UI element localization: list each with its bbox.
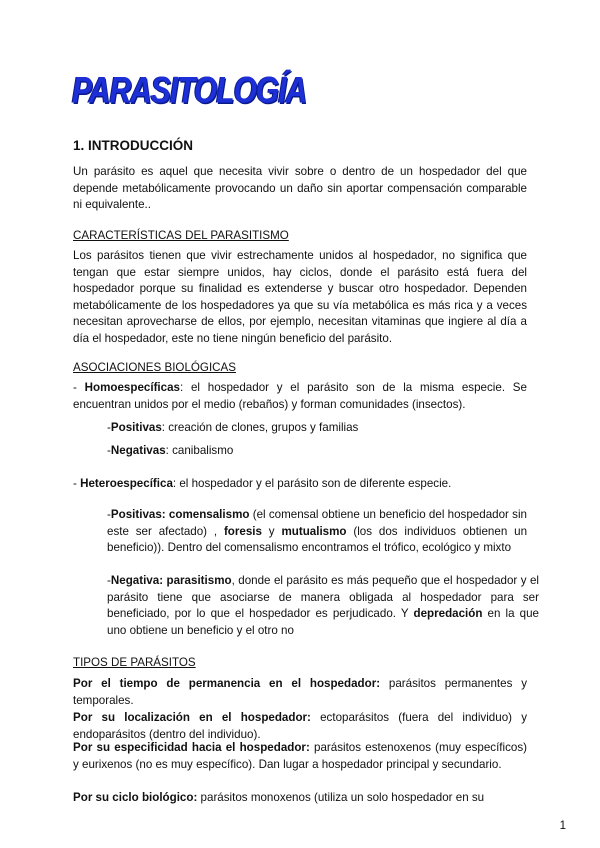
positivas-2-paragraph [107, 507, 527, 557]
pos1-term: Positivas [110, 421, 162, 434]
tipo-tiempo-paragraph [73, 676, 527, 709]
neg2-term2: depredación [413, 607, 483, 621]
tipo-tiempo-term: Por el tiempo de permanencia en el hospedador: [73, 677, 381, 690]
positivas-1-line [107, 420, 358, 437]
tipo-especificidad-text: parásitos estenoxenos (muy específicos) y eurixenos (no es muy específico). Dan lugar a hospedador principal y secundario. [73, 741, 527, 771]
pos2-prefix: - [107, 508, 111, 521]
hetero-text: : el hospedador y el parásito son de diferente especie. [172, 477, 452, 490]
pos2-text1: (el comensal obtiene un beneficio del hospedador sin este ser afectado) , [107, 508, 527, 538]
neg1-text: : canibalismo [165, 444, 234, 457]
intro-paragraph: Un parásito es aquel que necesita vivir sobre o dentro de un hospedador del que depende metabólicamente provocando un daño sin aportar compensación comparable ni equivalente.. [73, 165, 527, 212]
tipo-especificidad-term: Por su especificidad hacia el hospedador: [73, 741, 310, 754]
caracteristicas-heading: CARACTERÍSTICAS DEL PARASITISMO [73, 229, 289, 242]
pos2-text3: (los dos individuos obtienen un beneficio)). Dentro del comensalismo encontramos el trófico, ecológico y mixto [107, 524, 528, 555]
homo-text: : el hospedador y el parásito son de la misma especie. Se encuentran unidos por el medio (rebaños) y forman comunidades (insectos). [73, 381, 527, 411]
pos2-text2: y [261, 524, 282, 538]
neg1-prefix: - [107, 444, 111, 457]
intro-heading: 1. INTRODUCCIÓN [73, 138, 194, 153]
pos2-term: Positivas: comensalismo [110, 508, 250, 521]
neg2-term: Negativa: parasitismo [110, 574, 232, 587]
tipo-ciclo-paragraph [73, 790, 527, 807]
neg2-text2: en la que uno obtiene un beneficio y el otro no [107, 607, 539, 637]
tipo-ciclo-term: Por su ciclo biológico: [73, 791, 198, 804]
tipo-localizacion-paragraph [73, 710, 527, 743]
tipo-tiempo-text: parásitos permanentes y temporales. [73, 677, 527, 707]
homo-prefix: - [73, 381, 85, 394]
negativa-2-paragraph [107, 573, 539, 639]
pos1-prefix: - [107, 421, 111, 434]
hetero-term: Heteroespecífica [80, 477, 173, 490]
tipo-ciclo-text: parásitos monoxenos (utiliza un solo hospedador en su [197, 791, 485, 804]
document-title: PARASITOLOGÍA [72, 70, 307, 112]
tipo-localizacion-text: ectoparásitos (fuera del individuo) y endoparásitos (dentro del individuo). [73, 711, 527, 741]
asociaciones-heading: ASOCIACIONES BIOLÓGICAS [73, 361, 236, 374]
neg2-text1: , donde el parásito es más pequeño que el hospedador y el parásito tiene que asociarse de manera obligada al hospedador para ser beneficiado, por lo que el hospedador es perjudicado. Y [107, 574, 539, 621]
caracteristicas-paragraph: Los parásitos tienen que vivir estrechamente unidos al hospedador, no significa que tengan que estar siempre unidos, hay ciclos, donde el parásito está fuera del hospedador porque su finalidad es extenderse y buscar otro hospedador. Dependen metabólicamente de los hospedadores ya que su vía metabólica es más rica y a veces necesitan aprovecharse de ellos, por ejemplo, necesitan vitaminas que ingiere al día a día el hospedador, este no tiene ningún beneficio del parásito. [73, 249, 527, 345]
negativas-1-line [107, 443, 233, 460]
tipo-especificidad-paragraph [73, 740, 527, 773]
hetero-prefix: - [73, 477, 81, 490]
pos1-text: : creación de clones, grupos y familias [161, 421, 359, 434]
homoespecificas-paragraph [73, 380, 527, 413]
homo-term: Homoespecíficas [84, 381, 180, 394]
tipo-localizacion-term: Por su localización en el hospedador: [73, 711, 311, 724]
neg1-term: Negativas [110, 444, 166, 457]
neg2-prefix: - [107, 574, 111, 587]
pos2-term2: foresis [223, 524, 262, 538]
pos2-term3: mutualismo [281, 524, 347, 538]
page-number: 1 [559, 820, 566, 832]
tipos-heading: TIPOS DE PARÁSITOS [73, 656, 196, 669]
heteroespecifica-line [73, 476, 451, 493]
